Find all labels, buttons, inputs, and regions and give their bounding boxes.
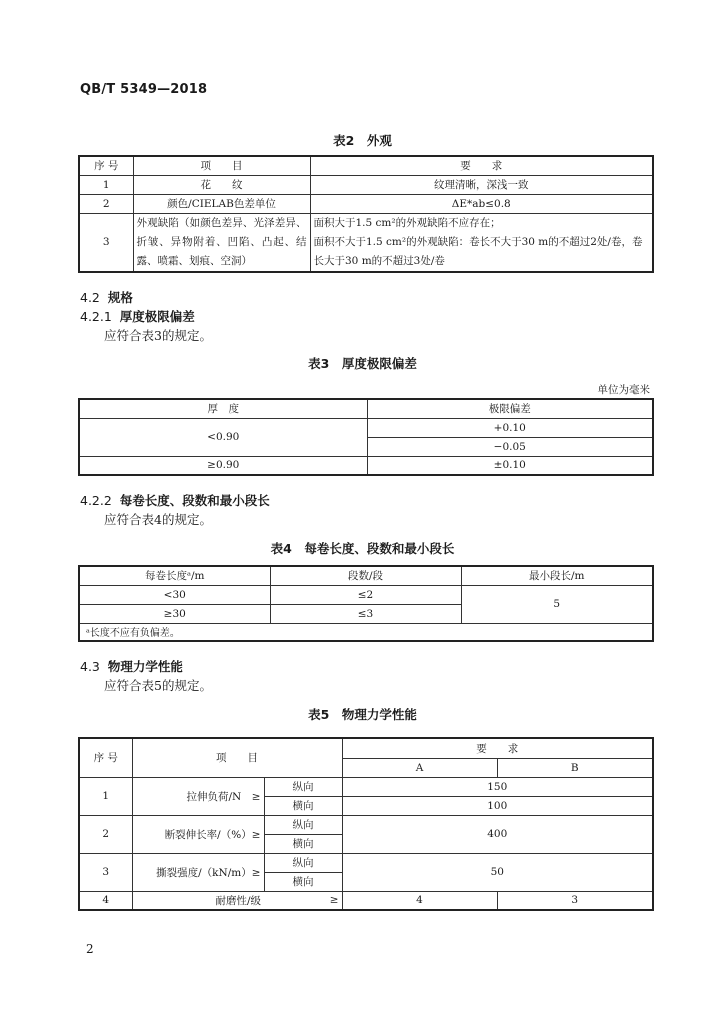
cell-segments: ≤2 bbox=[270, 585, 461, 604]
table4-header-row bbox=[79, 566, 653, 585]
table5-caption: 表5 物理力学性能 bbox=[308, 707, 417, 722]
cell-no: 1 bbox=[79, 777, 132, 815]
table4-header-segments: 段数/段 bbox=[270, 566, 461, 585]
cell-no: 2 bbox=[79, 194, 133, 213]
paragraph: 应符合表5的规定。 bbox=[104, 678, 212, 693]
table5-header-b: B bbox=[497, 758, 653, 777]
cell-direction: 横向 bbox=[264, 872, 342, 891]
table-row bbox=[79, 456, 653, 475]
cell-item: 外观缺陷（如颜色差异、光泽差异、折皱、异物附着、凹陷、凸起、结露、喷霜、划痕、空洞） bbox=[133, 213, 310, 272]
cell-item: 撕裂强度/（kN/m）≥ bbox=[132, 853, 264, 891]
table3-caption: 表3 厚度极限偏差 bbox=[308, 356, 417, 371]
req-line: 面积不大于1.5 cm²的外观缺陷：卷长不大于30 m的不超过2处/卷，卷长大于30 m的不超过3处/卷 bbox=[313, 235, 643, 267]
req-line: 面积大于1.5 cm²的外观缺陷不应存在； bbox=[313, 216, 501, 229]
table3-header-deviation: 极限偏差 bbox=[367, 399, 653, 418]
cell-segments: ≤3 bbox=[270, 604, 461, 623]
table-row bbox=[79, 853, 653, 872]
table2 bbox=[78, 155, 654, 273]
table4-header-min-segment: 最小段长/m bbox=[461, 566, 653, 585]
cell-value: 150 bbox=[342, 777, 653, 796]
cell-direction: 横向 bbox=[264, 796, 342, 815]
cell-value: 400 bbox=[342, 815, 653, 853]
table-row bbox=[79, 418, 653, 437]
table4-caption: 表4 每卷长度、段数和最小段长 bbox=[270, 541, 455, 556]
table2-header-item: 项 目 bbox=[133, 156, 310, 175]
cell-ge-symbol: ≥ bbox=[264, 891, 342, 910]
table3-header-thickness: 厚 度 bbox=[79, 399, 367, 418]
cell-req: ΔE*ab≤0.8 bbox=[310, 194, 653, 213]
section-number: 4.3 bbox=[80, 659, 100, 674]
cell-min-segment: 5 bbox=[461, 585, 653, 623]
cell-thickness: <0.90 bbox=[79, 418, 367, 456]
table5-header-req: 要 求 bbox=[342, 738, 653, 758]
cell-no: 2 bbox=[79, 815, 132, 853]
cell-deviation-lower: −0.05 bbox=[367, 437, 653, 456]
paragraph: 应符合表4的规定。 bbox=[104, 512, 212, 527]
section-title: 每卷长度、段数和最小段长 bbox=[119, 493, 270, 508]
cell-direction: 纵向 bbox=[264, 777, 342, 796]
table2-caption: 表2 外观 bbox=[333, 133, 392, 148]
table5-header-item: 项 目 bbox=[132, 738, 342, 777]
section-4-2 bbox=[80, 288, 133, 306]
cell-length: <30 bbox=[79, 585, 270, 604]
table4 bbox=[78, 565, 654, 642]
section-title: 厚度极限偏差 bbox=[119, 309, 195, 324]
table3-header-row bbox=[79, 399, 653, 418]
cell-no: 3 bbox=[79, 213, 133, 272]
cell-value: 100 bbox=[342, 796, 653, 815]
section-4-3 bbox=[80, 657, 183, 675]
cell-thickness: ≥0.90 bbox=[79, 456, 367, 475]
table2-header-row bbox=[79, 156, 653, 175]
cell-item: 颜色/CIELAB色差单位 bbox=[133, 194, 310, 213]
table3 bbox=[78, 398, 654, 476]
table2-header-req: 要 求 bbox=[310, 156, 653, 175]
table-row bbox=[79, 891, 653, 910]
cell-direction: 纵向 bbox=[264, 815, 342, 834]
cell-req: 纹理清晰，深浅一致 bbox=[310, 175, 653, 194]
table5-header-no: 序 号 bbox=[79, 738, 132, 777]
cell-item: 断裂伸长率/（%）≥ bbox=[132, 815, 264, 853]
cell-value-b: 3 bbox=[497, 891, 653, 910]
cell-length: ≥30 bbox=[79, 604, 270, 623]
cell-item: 拉伸负荷/N ≥ bbox=[132, 777, 264, 815]
section-number: 4.2.1 bbox=[80, 309, 112, 324]
cell-item: 耐磨性/级 bbox=[132, 891, 264, 910]
table4-header-length: 每卷长度ᵃ/m bbox=[79, 566, 270, 585]
table-footnote: ᵃ长度不应有负偏差。 bbox=[79, 623, 653, 641]
table-row bbox=[79, 175, 653, 194]
section-4-2-1 bbox=[80, 307, 195, 325]
cell-direction: 横向 bbox=[264, 834, 342, 853]
cell-direction: 纵向 bbox=[264, 853, 342, 872]
table4-footnote-row bbox=[79, 623, 653, 641]
section-number: 4.2 bbox=[80, 290, 100, 305]
section-title: 规格 bbox=[107, 290, 133, 305]
section-title: 物理力学性能 bbox=[107, 659, 183, 674]
cell-deviation-upper: +0.10 bbox=[367, 418, 653, 437]
table-row bbox=[79, 815, 653, 834]
paragraph: 应符合表3的规定。 bbox=[104, 328, 212, 343]
table5-header-a: A bbox=[342, 758, 497, 777]
cell-no: 4 bbox=[79, 891, 132, 910]
unit-note: 单位为毫米 bbox=[597, 384, 650, 396]
table5 bbox=[78, 737, 654, 911]
section-4-2-2 bbox=[80, 491, 270, 509]
table-row bbox=[79, 213, 653, 272]
table-row bbox=[79, 777, 653, 796]
table-row bbox=[79, 194, 653, 213]
table2-header-no: 序 号 bbox=[79, 156, 133, 175]
section-number: 4.2.2 bbox=[80, 493, 112, 508]
cell-req bbox=[310, 213, 653, 272]
standard-number: QB/T 5349—2018 bbox=[80, 82, 208, 97]
cell-value-a: 4 bbox=[342, 891, 497, 910]
page-number: 2 bbox=[86, 942, 94, 956]
cell-deviation: ±0.10 bbox=[367, 456, 653, 475]
table-row bbox=[79, 585, 653, 604]
cell-item: 花 纹 bbox=[133, 175, 310, 194]
table5-header-row bbox=[79, 738, 653, 758]
cell-no: 1 bbox=[79, 175, 133, 194]
cell-no: 3 bbox=[79, 853, 132, 891]
cell-value: 50 bbox=[342, 853, 653, 891]
